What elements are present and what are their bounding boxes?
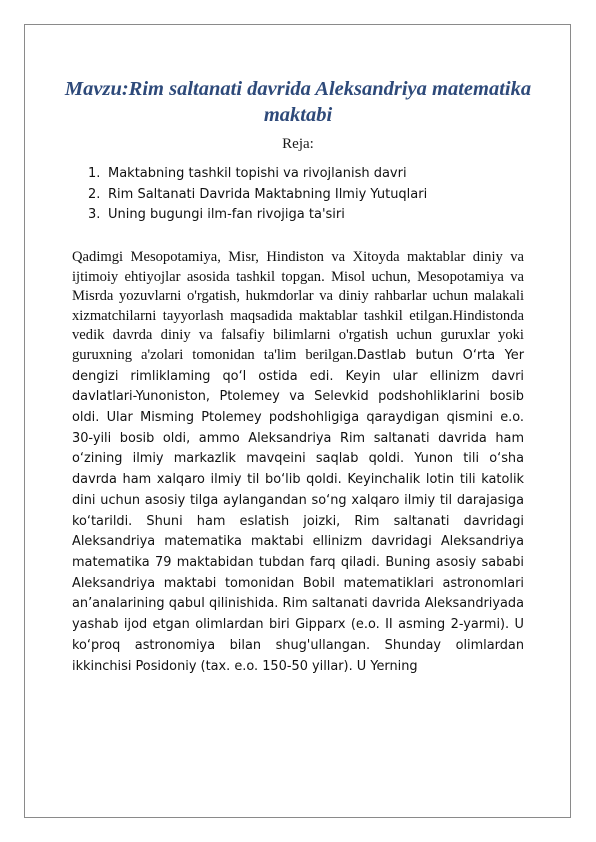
plan-list	[88, 164, 427, 226]
plan-item-text: Uning bugungi ilm-fan rivojiga ta'siri	[108, 207, 345, 222]
body-paragraph-intro: Qadimgi Mesopotamiya, Misr, Hindiston va Xitoyda maktablar diniy va ijtimoiy ehtiyojlar asosida tashkil topgan. Misol uchun, Mesopotamiya va Misrda yozuvlarni o'rgatish, hukmdorlar va diniy rahbarlar uchun malakali xizmatchilarni tayyorlash maqsadida maktablar tashkil etilgan.Hindistonda vedik davrda diniy va falsafiy bilimlarni o'rgatish uchun guruxlar yoki guruxning a'zolari tomonidan ta'lim berilgan.	[72, 249, 524, 363]
plan-item-number: 1.	[88, 166, 101, 181]
body-paragraph-main: Dastlab butun O‘rta Yer dengizi rimliklaming qo‘l ostida edi. Keyin ular ellinizm davri davlatlari-Yunoniston, Ptolemey va Selevkid podshohliklarini bosib oldi. Ular Misming Ptolemey podshohligiga qaraydigan qismini e.o. 30-yili bosib oldi, ammo Aleksandriya Rim saltanati davrida ham o‘zining ilmiy markazlik mavqeini saqlab qoldi. Yunon tili o‘sha davrda ham xalqaro ilmiy til bo‘lib qoldi. Keyinchalik lotin tili katolik dini uchun asosiy tilga aylangandan so‘ng xalqaro ilmiy til darajasiga ko‘tarildi. Shuni ham eslatish joizki, Rim saltanati davridagi Aleksandriya matematika maktabi ellinizm davridagi Aleksandriya matematika 79 maktabidan tubdan farq qiladi. Buning asosiy sababi Aleksandriya maktabi tomonidan Bobil matematiklari astronomlari an’analarining qabul qilinishida. Rim saltanati davrida Aleksandriyada yashab ijod etgan olimlardan biri Gipparx (e.o. II asming 2-yarmi). U ko‘proq astronomiya bilan shug'ullangan. Shunday olimlardan ikkinchisi Posidoniy (tax. e.o. 150-50 yillar). U Yerning	[72, 347, 525, 674]
plan-item-number: 3.	[88, 207, 101, 222]
body-paragraph	[72, 248, 524, 677]
plan-item	[88, 205, 427, 226]
plan-item	[88, 164, 427, 185]
plan-item-text: Maktabning tashkil topishi va rivojlanish davri	[108, 166, 407, 181]
document-title: Mavzu:Rim saltanati davrida Aleksandriya matematika maktabi	[64, 78, 532, 126]
plan-item-number: 2.	[88, 186, 101, 202]
plan-item-text: Rim Saltanati Davrida Maktabning Ilmiy Yutuqlari	[108, 186, 428, 202]
plan-heading: Reja:	[282, 136, 314, 152]
plan-item	[88, 185, 427, 206]
